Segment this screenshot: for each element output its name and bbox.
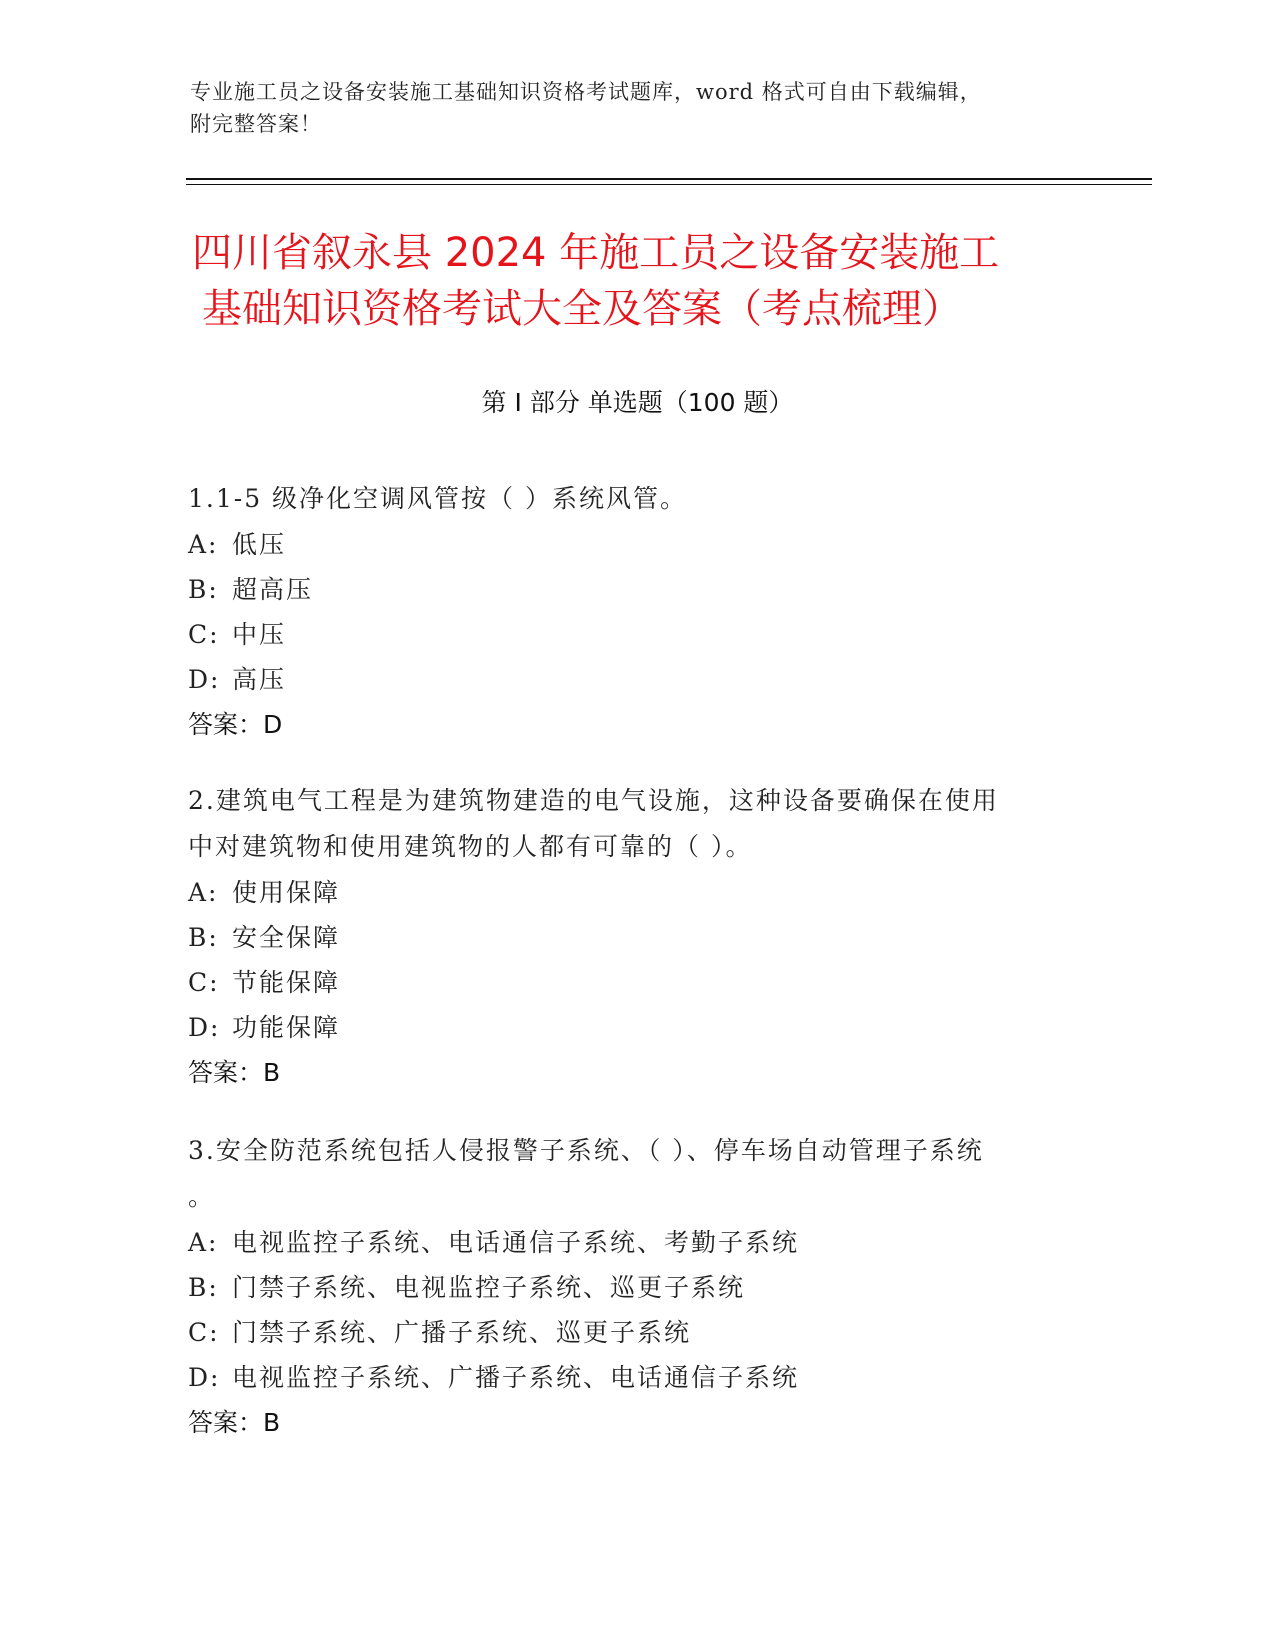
option-text: 电视监控子系统、广播子系统、电话通信子系统 (232, 1363, 800, 1392)
section-title: 第 I 部分 单选题（100 题） (481, 388, 794, 417)
question-2 (188, 778, 1088, 1096)
answer: 答案：B (188, 1408, 281, 1437)
option-text: 高压 (232, 665, 287, 694)
option-letter: D: (188, 665, 221, 694)
header-note-line-1: 专业施工员之设备安装施工基础知识资格考试题库，word 格式可自由下载编辑， (190, 80, 982, 104)
header-note-line-2: 附完整答案！ (190, 112, 322, 136)
option-text: 节能保障 (232, 968, 341, 997)
option-text: 门禁子系统、电视监控子系统、巡更子系统 (232, 1273, 746, 1302)
option-letter: C: (188, 620, 220, 649)
option-letter: C: (188, 968, 220, 997)
option-text: 使用保障 (232, 878, 341, 907)
question-stem-line-2: 中对建筑物和使用建筑物的人都有可靠的（ ）。 (188, 832, 753, 861)
option-text: 超高压 (232, 575, 314, 604)
question-3 (188, 1128, 1088, 1446)
option-d (188, 1005, 1088, 1050)
document-title-line-1: 四川省叙永县 2024 年施工员之设备安装施工 (192, 230, 1000, 276)
option-text: 低压 (232, 530, 287, 559)
option-text: 中压 (232, 620, 287, 649)
option-d (188, 1355, 1088, 1400)
option-letter: D: (188, 1363, 221, 1392)
option-letter: B: (188, 1273, 219, 1302)
option-a (188, 870, 1088, 915)
option-letter: A: (188, 878, 219, 907)
option-b (188, 915, 1088, 960)
option-letter: D: (188, 1013, 221, 1042)
option-a (188, 522, 1088, 567)
option-letter: B: (188, 575, 219, 604)
option-text: 电视监控子系统、电话通信子系统、考勤子系统 (232, 1228, 800, 1257)
header-divider-thin (186, 184, 1152, 185)
question-stem: 1.1-5 级净化空调风管按（ ）系统风管。 (188, 484, 688, 513)
answer: 答案：B (188, 1058, 281, 1087)
option-text: 门禁子系统、广播子系统、巡更子系统 (232, 1318, 692, 1347)
option-letter: A: (188, 1228, 219, 1257)
option-b (188, 1265, 1088, 1310)
question-1 (188, 476, 1088, 748)
option-b (188, 567, 1088, 612)
answer: 答案：D (188, 710, 283, 739)
option-letter: C: (188, 1318, 220, 1347)
option-letter: B: (188, 923, 219, 952)
document-title-line-2: 基础知识资格考试大全及答案（考点梳理） (202, 286, 962, 332)
option-text: 安全保障 (232, 923, 341, 952)
option-letter: A: (188, 530, 219, 559)
option-d (188, 657, 1088, 702)
header-divider-thick (186, 178, 1152, 180)
document-title (192, 225, 1092, 337)
option-c (188, 960, 1088, 1005)
option-c (188, 612, 1088, 657)
question-stem-line-2: 。 (188, 1182, 216, 1211)
question-stem-line-1: 3.安全防范系统包括人侵报警子系统、（ ）、停车场自动管理子系统 (188, 1136, 984, 1165)
question-stem-line-1: 2.建筑电气工程是为建筑物建造的电气设施，这种设备要确保在使用 (188, 786, 999, 815)
option-a (188, 1220, 1088, 1265)
option-c (188, 1310, 1088, 1355)
header-note (190, 76, 1070, 140)
option-text: 功能保障 (232, 1013, 341, 1042)
